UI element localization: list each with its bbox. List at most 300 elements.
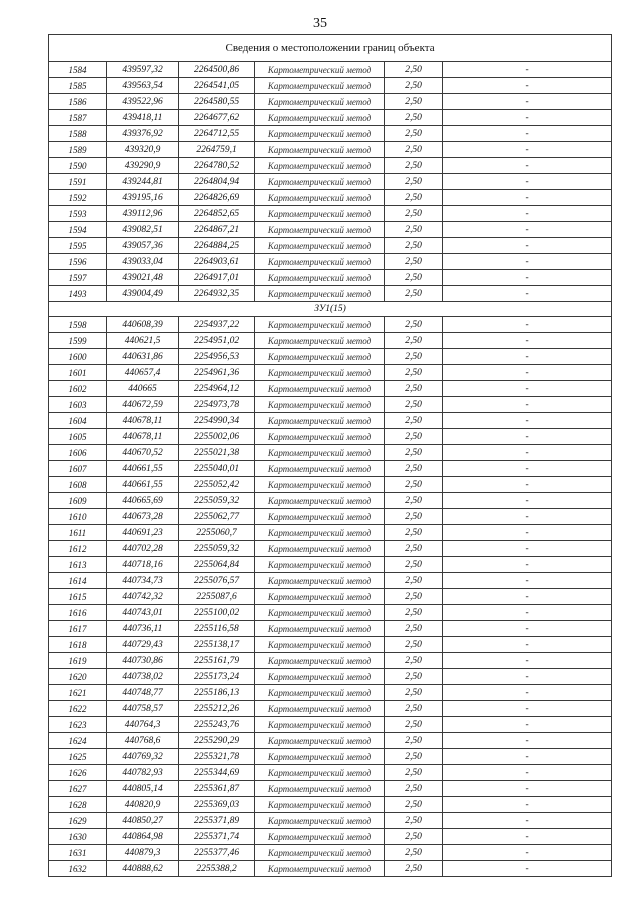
x-coordinate-cell: 439522,96 bbox=[107, 94, 179, 110]
method-cell: Картометрический метод bbox=[255, 365, 385, 381]
y-coordinate-cell: 2254956,53 bbox=[179, 349, 255, 365]
accuracy-cell: 2,50 bbox=[385, 653, 443, 669]
method-cell: Картометрический метод bbox=[255, 238, 385, 254]
point-number-cell: 1598 bbox=[49, 317, 107, 333]
accuracy-cell: 2,50 bbox=[385, 685, 443, 701]
description-cell: - bbox=[443, 110, 612, 126]
accuracy-cell: 2,50 bbox=[385, 349, 443, 365]
y-coordinate-cell: 2255060,7 bbox=[179, 525, 255, 541]
x-coordinate-cell: 440665 bbox=[107, 381, 179, 397]
accuracy-cell: 2,50 bbox=[385, 477, 443, 493]
y-coordinate-cell: 2264780,52 bbox=[179, 158, 255, 174]
description-cell: - bbox=[443, 749, 612, 765]
x-coordinate-cell: 440864,98 bbox=[107, 829, 179, 845]
accuracy-cell: 2,50 bbox=[385, 845, 443, 861]
x-coordinate-cell: 440608,39 bbox=[107, 317, 179, 333]
y-coordinate-cell: 2255361,87 bbox=[179, 781, 255, 797]
x-coordinate-cell: 440879,3 bbox=[107, 845, 179, 861]
x-coordinate-cell: 440758,57 bbox=[107, 701, 179, 717]
description-cell: - bbox=[443, 286, 612, 302]
method-cell: Картометрический метод bbox=[255, 621, 385, 637]
section-label: ЗУ1(15) bbox=[49, 302, 612, 317]
point-number-cell: 1609 bbox=[49, 493, 107, 509]
accuracy-cell: 2,50 bbox=[385, 525, 443, 541]
accuracy-cell: 2,50 bbox=[385, 254, 443, 270]
method-cell: Картометрический метод bbox=[255, 190, 385, 206]
method-cell: Картометрический метод bbox=[255, 413, 385, 429]
y-coordinate-cell: 2255290,29 bbox=[179, 733, 255, 749]
table-row bbox=[49, 541, 612, 557]
point-number-cell: 1610 bbox=[49, 509, 107, 525]
y-coordinate-cell: 2264541,05 bbox=[179, 78, 255, 94]
method-cell: Картометрический метод bbox=[255, 461, 385, 477]
y-coordinate-cell: 2255002,06 bbox=[179, 429, 255, 445]
x-coordinate-cell: 439082,51 bbox=[107, 222, 179, 238]
x-coordinate-cell: 440661,55 bbox=[107, 461, 179, 477]
table-row bbox=[49, 749, 612, 765]
x-coordinate-cell: 439290,9 bbox=[107, 158, 179, 174]
point-number-cell: 1613 bbox=[49, 557, 107, 573]
method-cell: Картометрический метод bbox=[255, 733, 385, 749]
method-cell: Картометрический метод bbox=[255, 493, 385, 509]
y-coordinate-cell: 2255052,42 bbox=[179, 477, 255, 493]
table-row bbox=[49, 733, 612, 749]
method-cell: Картометрический метод bbox=[255, 381, 385, 397]
method-cell: Картометрический метод bbox=[255, 605, 385, 621]
x-coordinate-cell: 439418,11 bbox=[107, 110, 179, 126]
accuracy-cell: 2,50 bbox=[385, 238, 443, 254]
y-coordinate-cell: 2255186,13 bbox=[179, 685, 255, 701]
x-coordinate-cell: 440672,59 bbox=[107, 397, 179, 413]
description-cell: - bbox=[443, 238, 612, 254]
description-cell: - bbox=[443, 685, 612, 701]
table-row bbox=[49, 813, 612, 829]
method-cell: Картометрический метод bbox=[255, 813, 385, 829]
method-cell: Картометрический метод bbox=[255, 222, 385, 238]
accuracy-cell: 2,50 bbox=[385, 781, 443, 797]
point-number-cell: 1591 bbox=[49, 174, 107, 190]
x-coordinate-cell: 440743,01 bbox=[107, 605, 179, 621]
accuracy-cell: 2,50 bbox=[385, 749, 443, 765]
point-number-cell: 1625 bbox=[49, 749, 107, 765]
x-coordinate-cell: 439376,92 bbox=[107, 126, 179, 142]
accuracy-cell: 2,50 bbox=[385, 669, 443, 685]
x-coordinate-cell: 440621,5 bbox=[107, 333, 179, 349]
point-number-cell: 1632 bbox=[49, 861, 107, 877]
accuracy-cell: 2,50 bbox=[385, 701, 443, 717]
table-row bbox=[49, 701, 612, 717]
page-number: 35 bbox=[313, 16, 327, 31]
x-coordinate-cell: 440769,32 bbox=[107, 749, 179, 765]
accuracy-cell: 2,50 bbox=[385, 333, 443, 349]
table-row bbox=[49, 621, 612, 637]
description-cell: - bbox=[443, 653, 612, 669]
accuracy-cell: 2,50 bbox=[385, 94, 443, 110]
table-row bbox=[49, 605, 612, 621]
point-number-cell: 1631 bbox=[49, 845, 107, 861]
description-cell: - bbox=[443, 557, 612, 573]
y-coordinate-cell: 2255212,26 bbox=[179, 701, 255, 717]
accuracy-cell: 2,50 bbox=[385, 413, 443, 429]
point-number-cell: 1623 bbox=[49, 717, 107, 733]
point-number-cell: 1594 bbox=[49, 222, 107, 238]
description-cell: - bbox=[443, 222, 612, 238]
table-row bbox=[49, 429, 612, 445]
method-cell: Картометрический метод bbox=[255, 845, 385, 861]
y-coordinate-cell: 2255321,78 bbox=[179, 749, 255, 765]
y-coordinate-cell: 2255076,57 bbox=[179, 573, 255, 589]
accuracy-cell: 2,50 bbox=[385, 158, 443, 174]
x-coordinate-cell: 440678,11 bbox=[107, 413, 179, 429]
x-coordinate-cell: 440729,43 bbox=[107, 637, 179, 653]
y-coordinate-cell: 2264712,55 bbox=[179, 126, 255, 142]
point-number-cell: 1630 bbox=[49, 829, 107, 845]
table-row bbox=[49, 717, 612, 733]
x-coordinate-cell: 440665,69 bbox=[107, 493, 179, 509]
accuracy-cell: 2,50 bbox=[385, 461, 443, 477]
point-number-cell: 1624 bbox=[49, 733, 107, 749]
method-cell: Картометрический метод bbox=[255, 829, 385, 845]
table-row bbox=[49, 493, 612, 509]
point-number-cell: 1493 bbox=[49, 286, 107, 302]
table-row bbox=[49, 557, 612, 573]
accuracy-cell: 2,50 bbox=[385, 110, 443, 126]
section-row bbox=[49, 302, 612, 317]
accuracy-cell: 2,50 bbox=[385, 717, 443, 733]
point-number-cell: 1589 bbox=[49, 142, 107, 158]
table-row bbox=[49, 797, 612, 813]
y-coordinate-cell: 2255161,79 bbox=[179, 653, 255, 669]
x-coordinate-cell: 439021,48 bbox=[107, 270, 179, 286]
accuracy-cell: 2,50 bbox=[385, 286, 443, 302]
x-coordinate-cell: 440691,23 bbox=[107, 525, 179, 541]
x-coordinate-cell: 440782,93 bbox=[107, 765, 179, 781]
point-number-cell: 1602 bbox=[49, 381, 107, 397]
y-coordinate-cell: 2254951,02 bbox=[179, 333, 255, 349]
table-header-row bbox=[49, 35, 612, 62]
table-row bbox=[49, 78, 612, 94]
y-coordinate-cell: 2255040,01 bbox=[179, 461, 255, 477]
table-row bbox=[49, 637, 612, 653]
x-coordinate-cell: 439195,16 bbox=[107, 190, 179, 206]
accuracy-cell: 2,50 bbox=[385, 78, 443, 94]
point-number-cell: 1593 bbox=[49, 206, 107, 222]
description-cell: - bbox=[443, 509, 612, 525]
accuracy-cell: 2,50 bbox=[385, 861, 443, 877]
point-number-cell: 1587 bbox=[49, 110, 107, 126]
description-cell: - bbox=[443, 637, 612, 653]
accuracy-cell: 2,50 bbox=[385, 222, 443, 238]
description-cell: - bbox=[443, 62, 612, 78]
description-cell: - bbox=[443, 254, 612, 270]
point-number-cell: 1615 bbox=[49, 589, 107, 605]
description-cell: - bbox=[443, 445, 612, 461]
accuracy-cell: 2,50 bbox=[385, 429, 443, 445]
table-row bbox=[49, 381, 612, 397]
point-number-cell: 1585 bbox=[49, 78, 107, 94]
description-cell: - bbox=[443, 525, 612, 541]
point-number-cell: 1596 bbox=[49, 254, 107, 270]
table-row bbox=[49, 477, 612, 493]
accuracy-cell: 2,50 bbox=[385, 573, 443, 589]
table-row bbox=[49, 365, 612, 381]
description-cell: - bbox=[443, 621, 612, 637]
accuracy-cell: 2,50 bbox=[385, 445, 443, 461]
y-coordinate-cell: 2254964,12 bbox=[179, 381, 255, 397]
method-cell: Картометрический метод bbox=[255, 637, 385, 653]
table-row bbox=[49, 765, 612, 781]
y-coordinate-cell: 2264903,61 bbox=[179, 254, 255, 270]
y-coordinate-cell: 2264677,62 bbox=[179, 110, 255, 126]
x-coordinate-cell: 440742,32 bbox=[107, 589, 179, 605]
accuracy-cell: 2,50 bbox=[385, 365, 443, 381]
method-cell: Картометрический метод bbox=[255, 142, 385, 158]
accuracy-cell: 2,50 bbox=[385, 142, 443, 158]
method-cell: Картометрический метод bbox=[255, 653, 385, 669]
y-coordinate-cell: 2264867,21 bbox=[179, 222, 255, 238]
x-coordinate-cell: 440888,62 bbox=[107, 861, 179, 877]
method-cell: Картометрический метод bbox=[255, 270, 385, 286]
x-coordinate-cell: 439033,04 bbox=[107, 254, 179, 270]
point-number-cell: 1607 bbox=[49, 461, 107, 477]
x-coordinate-cell: 440673,28 bbox=[107, 509, 179, 525]
point-number-cell: 1612 bbox=[49, 541, 107, 557]
x-coordinate-cell: 440661,55 bbox=[107, 477, 179, 493]
method-cell: Картометрический метод bbox=[255, 781, 385, 797]
point-number-cell: 1611 bbox=[49, 525, 107, 541]
point-number-cell: 1620 bbox=[49, 669, 107, 685]
description-cell: - bbox=[443, 461, 612, 477]
table-row bbox=[49, 589, 612, 605]
accuracy-cell: 2,50 bbox=[385, 589, 443, 605]
y-coordinate-cell: 2264759,1 bbox=[179, 142, 255, 158]
description-cell: - bbox=[443, 829, 612, 845]
y-coordinate-cell: 2255062,77 bbox=[179, 509, 255, 525]
point-number-cell: 1604 bbox=[49, 413, 107, 429]
table-row bbox=[49, 62, 612, 78]
description-cell: - bbox=[443, 78, 612, 94]
point-number-cell: 1586 bbox=[49, 94, 107, 110]
description-cell: - bbox=[443, 733, 612, 749]
method-cell: Картометрический метод bbox=[255, 717, 385, 733]
method-cell: Картометрический метод bbox=[255, 174, 385, 190]
table-title: Сведения о местоположении границ объекта bbox=[49, 35, 612, 62]
y-coordinate-cell: 2255369,03 bbox=[179, 797, 255, 813]
y-coordinate-cell: 2255059,32 bbox=[179, 541, 255, 557]
point-number-cell: 1605 bbox=[49, 429, 107, 445]
x-coordinate-cell: 440820,9 bbox=[107, 797, 179, 813]
y-coordinate-cell: 2264884,25 bbox=[179, 238, 255, 254]
point-number-cell: 1606 bbox=[49, 445, 107, 461]
y-coordinate-cell: 2264932,35 bbox=[179, 286, 255, 302]
x-coordinate-cell: 439320,9 bbox=[107, 142, 179, 158]
x-coordinate-cell: 439057,36 bbox=[107, 238, 179, 254]
table-row bbox=[49, 829, 612, 845]
x-coordinate-cell: 440805,14 bbox=[107, 781, 179, 797]
description-cell: - bbox=[443, 781, 612, 797]
point-number-cell: 1603 bbox=[49, 397, 107, 413]
y-coordinate-cell: 2264917,01 bbox=[179, 270, 255, 286]
point-number-cell: 1590 bbox=[49, 158, 107, 174]
point-number-cell: 1588 bbox=[49, 126, 107, 142]
method-cell: Картометрический метод bbox=[255, 525, 385, 541]
point-number-cell: 1600 bbox=[49, 349, 107, 365]
y-coordinate-cell: 2255087,6 bbox=[179, 589, 255, 605]
point-number-cell: 1584 bbox=[49, 62, 107, 78]
y-coordinate-cell: 2255388,2 bbox=[179, 861, 255, 877]
accuracy-cell: 2,50 bbox=[385, 397, 443, 413]
table-row bbox=[49, 349, 612, 365]
description-cell: - bbox=[443, 813, 612, 829]
description-cell: - bbox=[443, 701, 612, 717]
description-cell: - bbox=[443, 717, 612, 733]
point-number-cell: 1592 bbox=[49, 190, 107, 206]
point-number-cell: 1626 bbox=[49, 765, 107, 781]
method-cell: Картометрический метод bbox=[255, 749, 385, 765]
method-cell: Картометрический метод bbox=[255, 333, 385, 349]
accuracy-cell: 2,50 bbox=[385, 557, 443, 573]
accuracy-cell: 2,50 bbox=[385, 829, 443, 845]
y-coordinate-cell: 2255377,46 bbox=[179, 845, 255, 861]
description-cell: - bbox=[443, 765, 612, 781]
accuracy-cell: 2,50 bbox=[385, 797, 443, 813]
accuracy-cell: 2,50 bbox=[385, 637, 443, 653]
point-number-cell: 1617 bbox=[49, 621, 107, 637]
accuracy-cell: 2,50 bbox=[385, 765, 443, 781]
accuracy-cell: 2,50 bbox=[385, 317, 443, 333]
description-cell: - bbox=[443, 477, 612, 493]
description-cell: - bbox=[443, 349, 612, 365]
method-cell: Картометрический метод bbox=[255, 397, 385, 413]
table-row bbox=[49, 222, 612, 238]
table-row bbox=[49, 461, 612, 477]
point-number-cell: 1595 bbox=[49, 238, 107, 254]
method-cell: Картометрический метод bbox=[255, 589, 385, 605]
method-cell: Картометрический метод bbox=[255, 317, 385, 333]
y-coordinate-cell: 2254990,34 bbox=[179, 413, 255, 429]
method-cell: Картометрический метод bbox=[255, 429, 385, 445]
x-coordinate-cell: 440657,4 bbox=[107, 365, 179, 381]
table-row bbox=[49, 110, 612, 126]
description-cell: - bbox=[443, 126, 612, 142]
y-coordinate-cell: 2255243,76 bbox=[179, 717, 255, 733]
point-number-cell: 1621 bbox=[49, 685, 107, 701]
table-row bbox=[49, 573, 612, 589]
description-cell: - bbox=[443, 142, 612, 158]
accuracy-cell: 2,50 bbox=[385, 621, 443, 637]
point-number-cell: 1628 bbox=[49, 797, 107, 813]
x-coordinate-cell: 439004,49 bbox=[107, 286, 179, 302]
x-coordinate-cell: 440768,6 bbox=[107, 733, 179, 749]
table-row bbox=[49, 238, 612, 254]
method-cell: Картометрический метод bbox=[255, 286, 385, 302]
description-cell: - bbox=[443, 317, 612, 333]
x-coordinate-cell: 440730,86 bbox=[107, 653, 179, 669]
accuracy-cell: 2,50 bbox=[385, 605, 443, 621]
x-coordinate-cell: 439112,96 bbox=[107, 206, 179, 222]
table-row bbox=[49, 333, 612, 349]
y-coordinate-cell: 2255116,58 bbox=[179, 621, 255, 637]
y-coordinate-cell: 2264580,55 bbox=[179, 94, 255, 110]
description-cell: - bbox=[443, 94, 612, 110]
point-number-cell: 1622 bbox=[49, 701, 107, 717]
description-cell: - bbox=[443, 429, 612, 445]
y-coordinate-cell: 2255064,84 bbox=[179, 557, 255, 573]
method-cell: Картометрический метод bbox=[255, 126, 385, 142]
x-coordinate-cell: 440764,3 bbox=[107, 717, 179, 733]
x-coordinate-cell: 440718,16 bbox=[107, 557, 179, 573]
description-cell: - bbox=[443, 158, 612, 174]
description-cell: - bbox=[443, 206, 612, 222]
point-number-cell: 1619 bbox=[49, 653, 107, 669]
accuracy-cell: 2,50 bbox=[385, 270, 443, 286]
table-row bbox=[49, 861, 612, 877]
x-coordinate-cell: 439597,32 bbox=[107, 62, 179, 78]
point-number-cell: 1597 bbox=[49, 270, 107, 286]
method-cell: Картометрический метод bbox=[255, 62, 385, 78]
method-cell: Картометрический метод bbox=[255, 861, 385, 877]
y-coordinate-cell: 2254937,22 bbox=[179, 317, 255, 333]
table-row bbox=[49, 254, 612, 270]
method-cell: Картометрический метод bbox=[255, 797, 385, 813]
description-cell: - bbox=[443, 589, 612, 605]
y-coordinate-cell: 2264500,86 bbox=[179, 62, 255, 78]
description-cell: - bbox=[443, 845, 612, 861]
y-coordinate-cell: 2254961,36 bbox=[179, 365, 255, 381]
description-cell: - bbox=[443, 541, 612, 557]
table-row bbox=[49, 94, 612, 110]
method-cell: Картометрический метод bbox=[255, 349, 385, 365]
y-coordinate-cell: 2255021,38 bbox=[179, 445, 255, 461]
method-cell: Картометрический метод bbox=[255, 94, 385, 110]
x-coordinate-cell: 440702,28 bbox=[107, 541, 179, 557]
description-cell: - bbox=[443, 174, 612, 190]
table-row bbox=[49, 286, 612, 302]
accuracy-cell: 2,50 bbox=[385, 381, 443, 397]
table-row bbox=[49, 317, 612, 333]
y-coordinate-cell: 2255173,24 bbox=[179, 669, 255, 685]
x-coordinate-cell: 439244,81 bbox=[107, 174, 179, 190]
y-coordinate-cell: 2255371,89 bbox=[179, 813, 255, 829]
accuracy-cell: 2,50 bbox=[385, 813, 443, 829]
y-coordinate-cell: 2264852,65 bbox=[179, 206, 255, 222]
table-row bbox=[49, 669, 612, 685]
x-coordinate-cell: 440631,86 bbox=[107, 349, 179, 365]
method-cell: Картометрический метод bbox=[255, 477, 385, 493]
description-cell: - bbox=[443, 861, 612, 877]
description-cell: - bbox=[443, 669, 612, 685]
x-coordinate-cell: 439563,54 bbox=[107, 78, 179, 94]
description-cell: - bbox=[443, 573, 612, 589]
point-number-cell: 1601 bbox=[49, 365, 107, 381]
description-cell: - bbox=[443, 381, 612, 397]
point-number-cell: 1599 bbox=[49, 333, 107, 349]
table-row bbox=[49, 190, 612, 206]
description-cell: - bbox=[443, 397, 612, 413]
x-coordinate-cell: 440738,02 bbox=[107, 669, 179, 685]
table-row bbox=[49, 397, 612, 413]
point-number-cell: 1614 bbox=[49, 573, 107, 589]
description-cell: - bbox=[443, 333, 612, 349]
y-coordinate-cell: 2255100,02 bbox=[179, 605, 255, 621]
y-coordinate-cell: 2264804,94 bbox=[179, 174, 255, 190]
accuracy-cell: 2,50 bbox=[385, 493, 443, 509]
accuracy-cell: 2,50 bbox=[385, 509, 443, 525]
x-coordinate-cell: 440734,73 bbox=[107, 573, 179, 589]
description-cell: - bbox=[443, 270, 612, 286]
x-coordinate-cell: 440678,11 bbox=[107, 429, 179, 445]
point-number-cell: 1616 bbox=[49, 605, 107, 621]
